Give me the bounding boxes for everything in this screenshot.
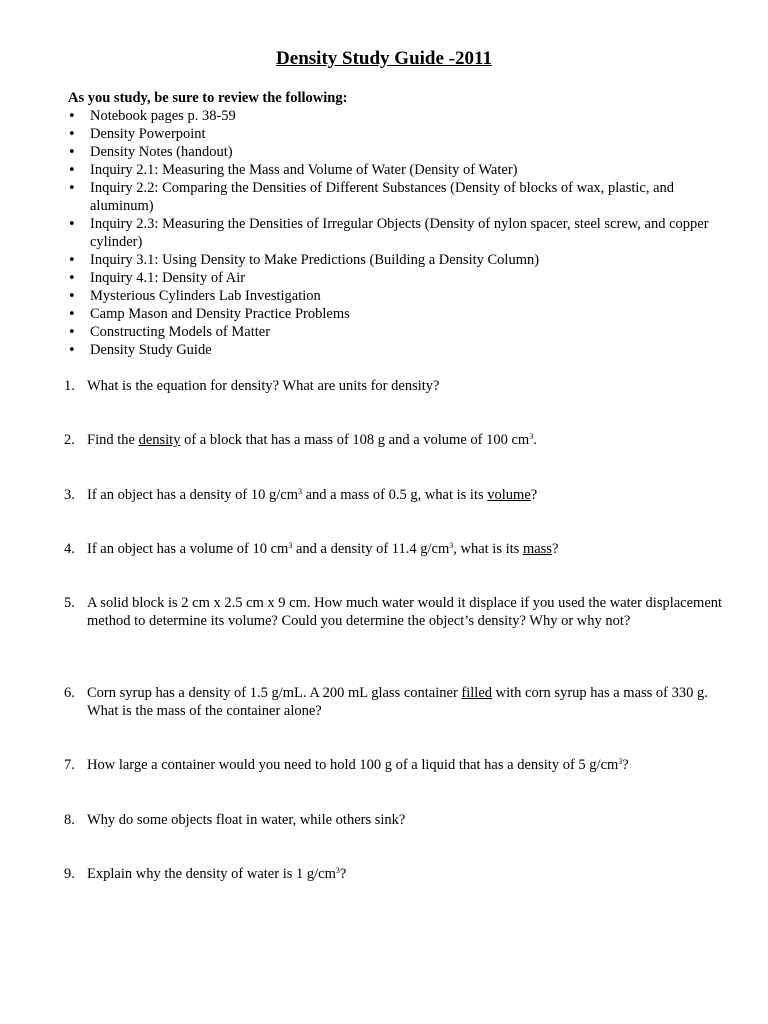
- superscript: 3: [335, 866, 340, 875]
- review-intro: As you study, be sure to review the following:: [68, 90, 348, 106]
- bullet-icon: [68, 215, 90, 234]
- list-item: • Notebook pages p. 38-59: [68, 107, 728, 125]
- bullet-icon: [68, 287, 90, 306]
- bullet-icon: [68, 251, 90, 270]
- page-title: Density Study Guide -2011: [276, 48, 492, 69]
- list-item: • Density Powerpoint: [68, 125, 728, 143]
- superscript: 3: [618, 757, 623, 766]
- underlined-term: volume: [487, 487, 531, 503]
- underlined-term: density: [138, 432, 181, 448]
- superscript: 3: [298, 487, 302, 496]
- bullet-icon: [68, 341, 90, 360]
- underlined-term: filled: [461, 685, 493, 701]
- bullet-icon: [68, 179, 90, 198]
- list-item: • Density Study Guide: [68, 341, 728, 359]
- superscript: 3: [449, 541, 454, 550]
- bullet-icon: [68, 323, 90, 342]
- list-item: • Inquiry 3.1: Using Density to Make Predictions (Building a Density Column): [68, 251, 728, 269]
- question-number: 2.: [64, 432, 75, 448]
- list-item: • Inquiry 4.1: Density of Air: [68, 269, 728, 287]
- list-item: • Inquiry 2.1: Measuring the Mass and Volume of Water (Density of Water): [68, 161, 728, 179]
- bullet-icon: [68, 161, 90, 180]
- review-list: [68, 107, 728, 359]
- question-text: Find the density of a block that has a mass of 108 g and a volume of 100 $cm^3$.: [87, 432, 537, 448]
- question-text: Why do some objects float in water, while others sink?: [87, 812, 406, 828]
- bullet-icon: [68, 125, 90, 144]
- question-3: [64, 486, 724, 504]
- list-item: • Density Notes (handout): [68, 143, 728, 161]
- question-number: 9.: [64, 866, 75, 882]
- question-number: 7.: [64, 757, 75, 773]
- superscript: 3: [529, 432, 534, 441]
- list-item: • Inquiry 2.3: Measuring the Densities of Irregular Objects (Density of nylon spacer, steel screw, and copper cylinder): [68, 215, 728, 251]
- bullet-icon: [68, 305, 90, 324]
- bullet-icon: [68, 107, 90, 126]
- question-number: 5.: [64, 595, 75, 611]
- underlined-term: mass: [522, 541, 552, 557]
- question-text: A solid block is 2 cm x 2.5 cm x 9 cm. How much water would it displace if you used the water displacement method to determine its volume? Could you determine the object’s density? Why or why not?: [87, 595, 723, 629]
- question-5: [64, 594, 724, 630]
- question-7: [64, 756, 724, 774]
- bullet-icon: [68, 269, 90, 288]
- question-text: What is the equation for density? What are units for density?: [87, 378, 440, 394]
- list-item: • Inquiry 2.2: Comparing the Densities of Different Substances (Density of blocks of wax, plastic, and aluminum): [68, 179, 728, 215]
- question-8: [64, 811, 724, 829]
- question-text: Explain why the density of water is 1 $g/cm^3$?: [87, 866, 347, 882]
- question-6: [64, 684, 724, 720]
- question-number: 4.: [64, 541, 75, 557]
- question-1: [64, 377, 724, 395]
- question-4: [64, 540, 724, 558]
- question-text: If an object has a volume of 10 $cm^3$ and a density of 11.4 $g/cm^3$, what is its mass?: [87, 541, 559, 557]
- question-text: Corn syrup has a density of 1.5 g/mL. A 200 mL glass container filled with corn syrup has a mass of 330 g. What is the mass of the container alone?: [87, 685, 708, 719]
- question-number: 6.: [64, 685, 75, 701]
- question-text: If an object has a density of 10 $g/cm^3$ and a mass of 0.5 g, what is its volume?: [87, 487, 538, 503]
- list-item: • Constructing Models of Matter: [68, 323, 728, 341]
- list-item: • Camp Mason and Density Practice Problems: [68, 305, 728, 323]
- superscript: 3: [288, 541, 293, 550]
- question-text: How large a container would you need to hold 100 g of a liquid that has a density of 5 $g/cm^3$?: [87, 757, 629, 773]
- list-item: • Mysterious Cylinders Lab Investigation: [68, 287, 728, 305]
- question-2: [64, 431, 724, 449]
- question-number: 1.: [64, 378, 75, 394]
- question-number: 8.: [64, 812, 75, 828]
- question-number: 3.: [64, 487, 75, 503]
- bullet-icon: [68, 143, 90, 162]
- question-9: [64, 865, 724, 883]
